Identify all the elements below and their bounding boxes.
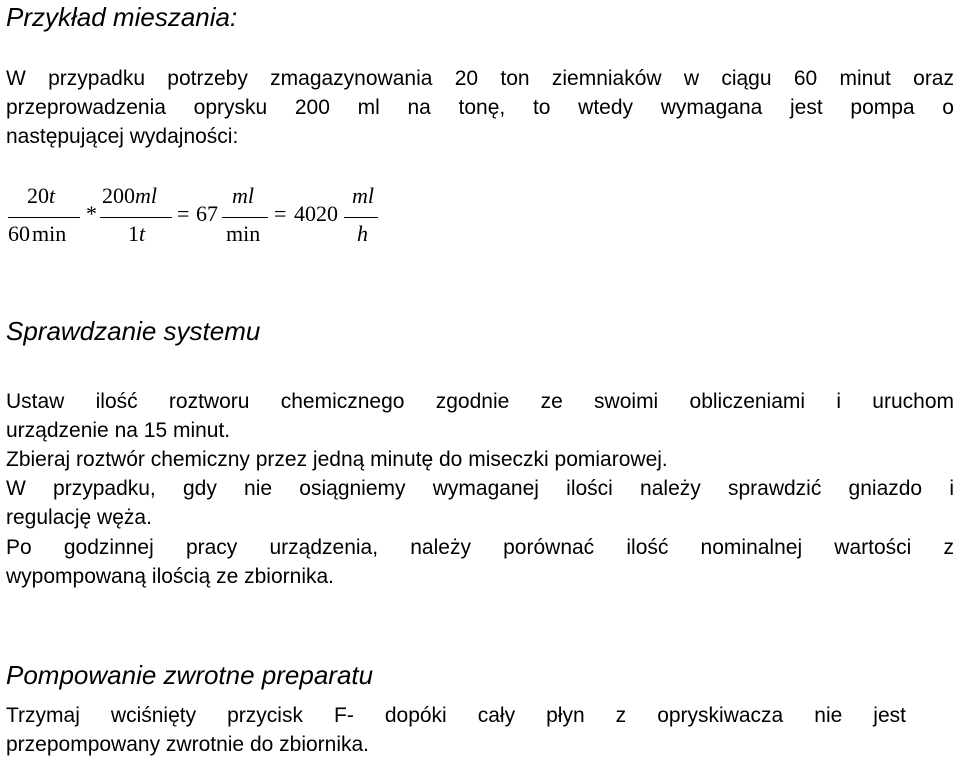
paragraph-line: wypompowaną ilością ze zbiornika. <box>6 565 334 588</box>
paragraph-line: W przypadku, gdy nie osiągniemy wymaganej ilości należy sprawdzić gniazdo i <box>6 477 954 500</box>
fraction1-bar <box>8 217 80 218</box>
fraction4-numerator: ml <box>352 183 374 208</box>
equals-sign: = <box>177 201 190 226</box>
paragraph-line: Ustaw ilość roztworu chemicznego zgodnie ze swoimi obliczeniami i uruchom <box>6 390 954 413</box>
heading-pompowanie-zwrotne: Pompowanie zwrotne preparatu <box>6 660 374 690</box>
fraction3-numerator: ml <box>232 183 254 208</box>
multiply-sign: * <box>86 201 97 226</box>
paragraph-line: Po godzinnej pracy urządzenia, należy porównać ilość nominalnej wartości z <box>6 536 954 559</box>
fraction2-bar <box>100 217 172 218</box>
heading-przyklad-mieszania: Przykład mieszania: <box>6 2 238 32</box>
paragraph-po-godzinnej <box>6 533 954 591</box>
fraction2-numerator: 200ml <box>102 183 157 208</box>
fraction2-denominator: 1t <box>128 221 146 246</box>
result-value-67: 67 <box>196 201 218 226</box>
heading-sprawdzanie-systemu: Sprawdzanie systemu <box>6 316 261 346</box>
result-value-4020: 4020 <box>294 201 338 226</box>
paragraph-line: Zbieraj roztwór chemiczny przez jedną minutę do miseczki pomiarowej. <box>6 448 668 471</box>
fraction1-denominator: 60min <box>8 221 67 246</box>
paragraph-line: Trzymaj wciśnięty przycisk F- dopóki cały płyn z opryskiwacza nie jest <box>6 704 906 727</box>
capacity-formula <box>0 182 400 262</box>
fraction3-denominator: min <box>226 221 261 246</box>
fraction1-numerator: 20t <box>27 183 56 208</box>
paragraph-line: przepompowany zwrotnie do zbiornika. <box>6 733 370 756</box>
paragraph-line: następującej wydajności: <box>6 125 239 148</box>
fraction4-denominator: h <box>357 221 368 246</box>
equals-sign: = <box>274 201 287 226</box>
paragraph-trzymaj <box>6 701 906 759</box>
paragraph-line: przeprowadzenia oprysku 200 ml na tonę, to wtedy wymagana jest pompa o <box>6 96 954 119</box>
paragraph-zbieraj <box>6 445 954 474</box>
paragraph-line: W przypadku potrzeby zmagazynowania 20 ton ziemniaków w ciągu 60 minut oraz <box>6 67 954 90</box>
fraction3-bar <box>222 217 268 218</box>
paragraph-przyklad <box>6 64 954 151</box>
paragraph-line: regulację węża. <box>6 506 152 529</box>
paragraph-ustaw <box>6 387 954 445</box>
fraction4-bar <box>344 217 378 218</box>
paragraph-w-przypadku <box>6 474 954 532</box>
paragraph-line: urządzenie na 15 minut. <box>6 419 231 442</box>
